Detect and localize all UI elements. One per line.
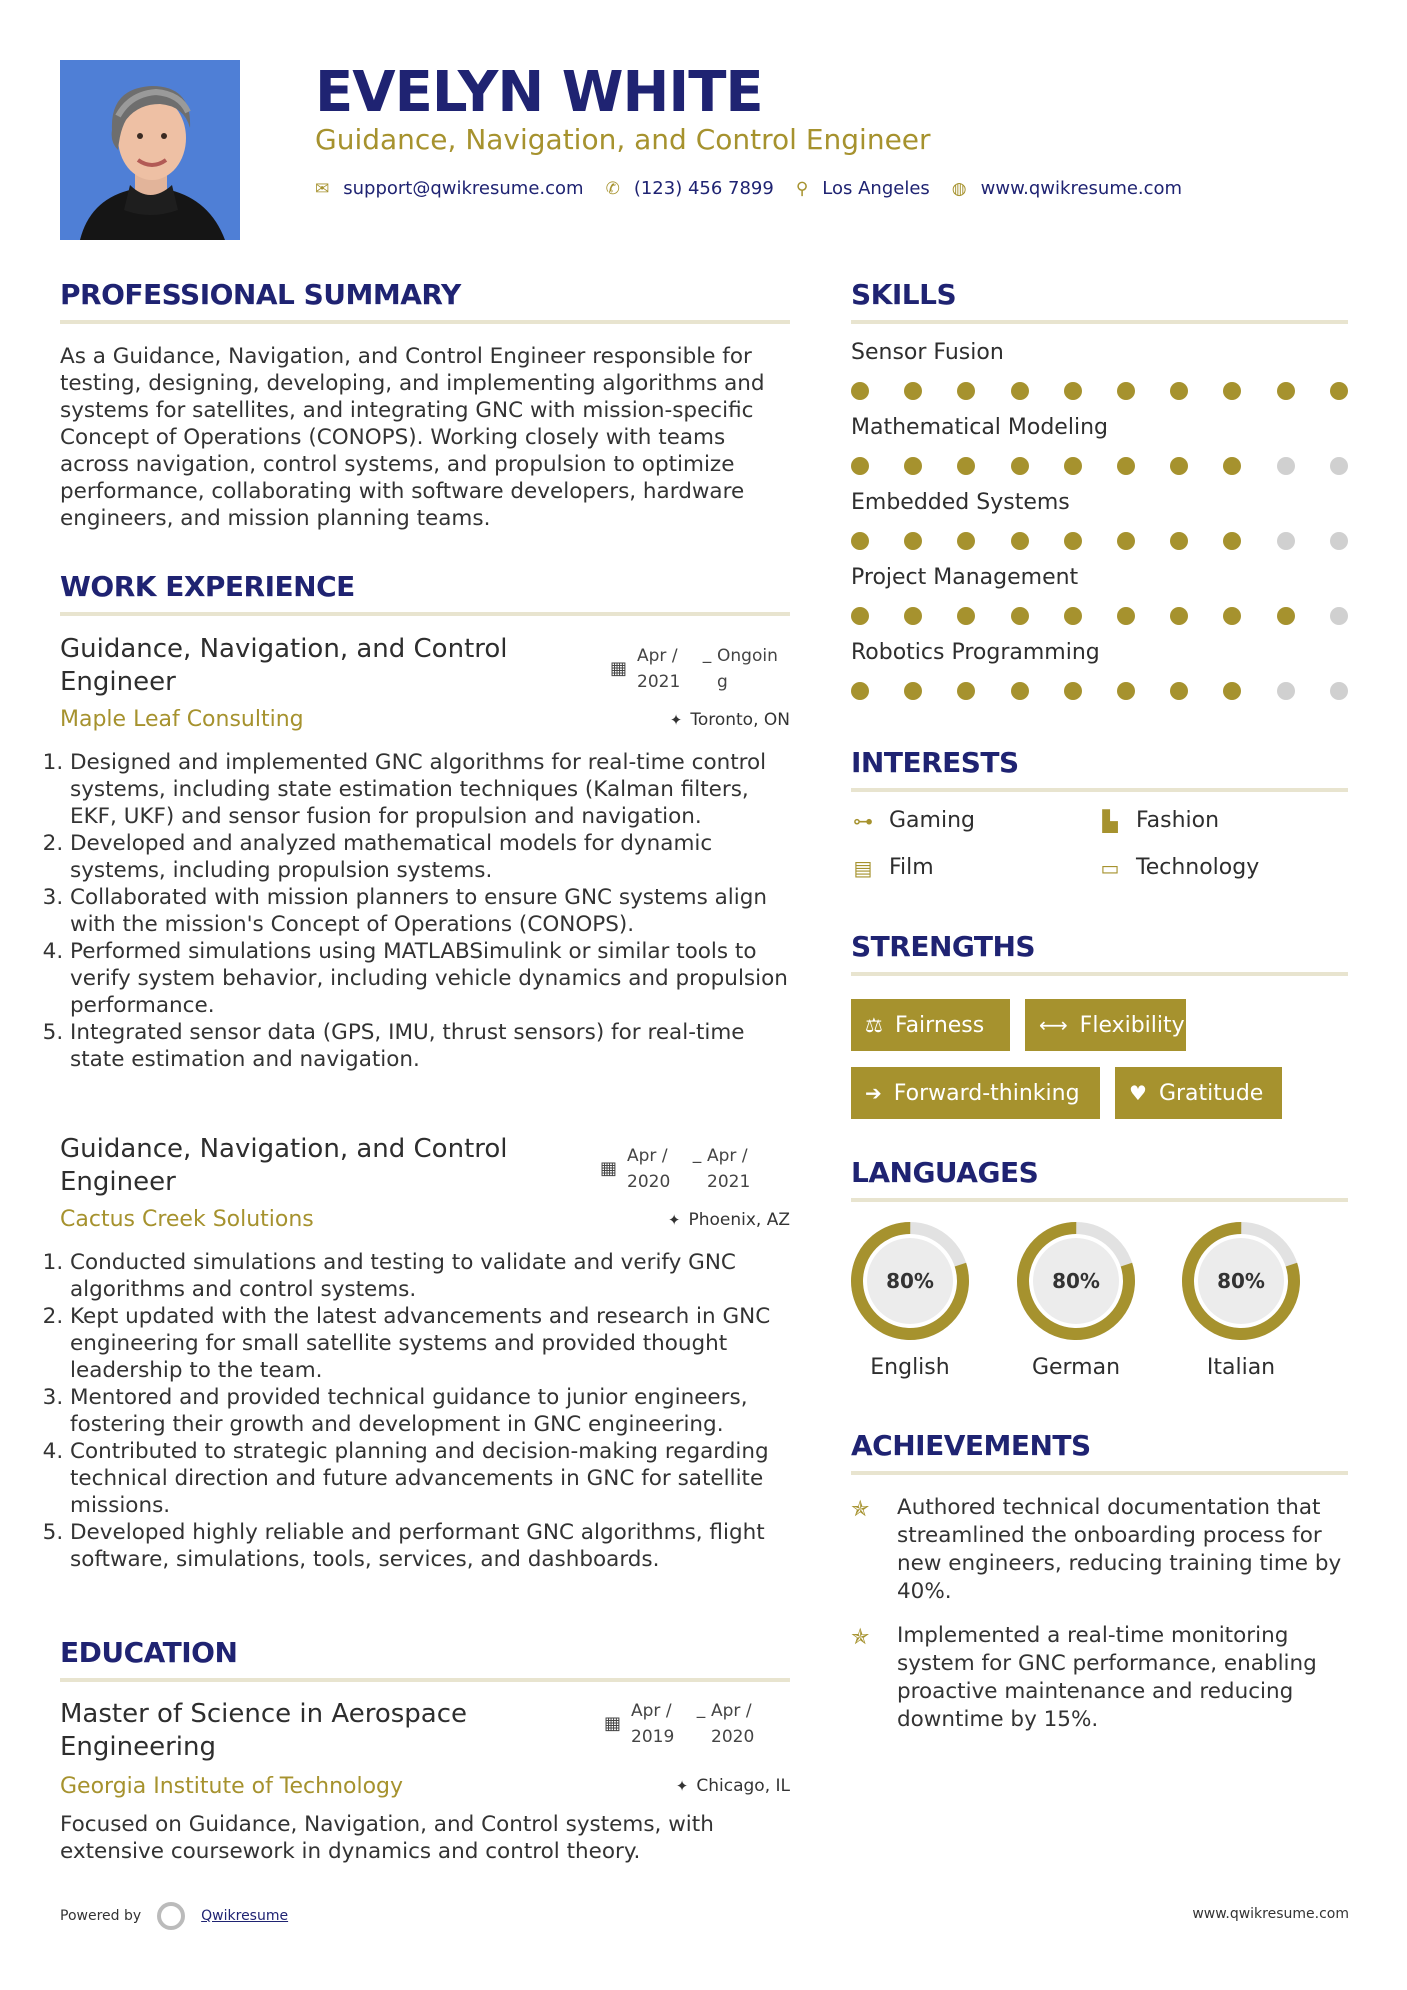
end-date-line1: Apr /	[707, 1146, 748, 1166]
contact-email[interactable]	[315, 178, 584, 199]
interest-item	[851, 808, 975, 833]
location-text: Chicago, IL	[696, 1776, 790, 1796]
job-location	[670, 710, 790, 730]
skill-dot-filled	[904, 457, 922, 475]
achievements-heading: ACHIEVEMENTS	[851, 1429, 1091, 1462]
skill-dot-filled	[851, 607, 869, 625]
skill-label: Sensor Fusion	[851, 340, 1004, 365]
star-badge-icon: ✯	[851, 1497, 870, 1522]
list-item: 3. Collaborated with mission planners to ensure GNC systems align with the mission's Concept of Operations (CONOPS).	[70, 884, 797, 938]
job-dates: ▦ Apr / 2021 _ Ongoin g	[610, 643, 787, 695]
skill-dot-empty	[1330, 457, 1348, 475]
language-name: German	[1031, 1355, 1121, 1380]
list-item: 1. Designed and implemented GNC algorithms for real-time control systems, including state estimation techniques (Kalman filters, EKF, UKF) and sensor fusion for propulsion and navigation.	[70, 749, 797, 830]
heart-icon: ♥	[1129, 1081, 1147, 1105]
interest-label: Film	[889, 855, 934, 880]
skill-dot-filled	[1064, 382, 1082, 400]
skill-dot-filled	[1277, 382, 1295, 400]
pushpin-icon: ✦	[675, 1777, 689, 1795]
footer-powered-by	[60, 1902, 288, 1930]
end-month: Apr /	[711, 1701, 752, 1721]
start-month: Apr /	[631, 1701, 672, 1721]
location-text: Los Angeles	[822, 178, 930, 199]
star-badge-icon: ✯	[851, 1625, 870, 1650]
interests-heading: INTERESTS	[851, 746, 1019, 779]
email-text: support@qwikresume.com	[343, 178, 584, 199]
education-heading: EDUCATION	[60, 1636, 238, 1669]
languages-rule	[851, 1198, 1348, 1202]
strength-label: Gratitude	[1158, 1080, 1264, 1106]
education-description: Focused on Guidance, Navigation, and Control systems, with extensive coursework in dynamics and control theory.	[60, 1812, 714, 1864]
skill-dot-filled	[1064, 682, 1082, 700]
language-gauge-svg	[1015, 1220, 1137, 1342]
calendar-icon: ▦	[600, 1158, 618, 1179]
arrow-right-icon: ➔	[865, 1081, 882, 1105]
list-item: 2. Developed and analyzed mathematical models for dynamic systems, including propulsion systems.	[70, 830, 797, 884]
start-year: 2020	[627, 1172, 671, 1192]
language-gauge-svg	[849, 1220, 971, 1342]
education-location	[676, 1776, 790, 1796]
job-bullets	[52, 749, 797, 1073]
location-text: Toronto, ON	[690, 710, 790, 730]
arrows-horizontal-icon: ⟷	[1039, 1013, 1068, 1037]
list-item: 2. Kept updated with the latest advancements and research in GNC engineering for small satellite systems and provided thought leadership to the team.	[70, 1303, 797, 1384]
end-date-line1: Ongoin	[717, 646, 778, 666]
strength-label: Fairness	[894, 1012, 985, 1038]
skill-dot-filled	[1117, 457, 1135, 475]
company-name: Cactus Creek Solutions	[60, 1207, 314, 1232]
skill-dot-filled	[957, 457, 975, 475]
laptop-icon: ▭	[1100, 855, 1120, 880]
skill-dot-filled	[957, 382, 975, 400]
summary-text: As a Guidance, Navigation, and Control Engineer responsible for testing, designing, developing, and implementing algorithms and systems for satellites, and integrating GNC with mission-specific Concept of Operations (CONOPS). Working closely with teams across navigation, control systems, and propulsion to optimize performance, collaborating with software developers, hardware engineers, and mission planning teams.	[60, 344, 765, 531]
list-item: 4. Performed simulations using MATLABSimulink or similar tools to verify system behavior, including vehicle dynamics and propulsion performance.	[70, 938, 797, 1019]
list-item: 3. Mentored and provided technical guidance to junior engineers, fostering their growth and development in GNC engineering.	[70, 1384, 797, 1438]
skill-dot-filled	[904, 382, 922, 400]
skill-label: Embedded Systems	[851, 490, 1070, 515]
achievement-text: Authored technical documentation that streamlined the onboarding process for new engineers, reducing training time by 40%.	[897, 1495, 1342, 1604]
language-gauge	[849, 1220, 971, 1342]
skill-dot-filled	[1117, 682, 1135, 700]
skill-dot-filled	[1064, 607, 1082, 625]
brand-link[interactable]: Qwikresume	[201, 1908, 289, 1924]
phone-text: (123) 456 7899	[633, 178, 774, 199]
skill-dot-filled	[1223, 682, 1241, 700]
skill-dot-filled	[904, 532, 922, 550]
gamepad-icon: ⊶	[853, 808, 873, 833]
skill-label: Project Management	[851, 565, 1079, 590]
job-title: Guidance, Navigation, and Control Engineer	[60, 1134, 508, 1197]
profile-photo	[60, 60, 240, 240]
contact-bar	[315, 178, 1204, 199]
interest-item	[1098, 808, 1219, 833]
envelope-icon: ✉	[315, 178, 330, 199]
skill-label: Robotics Programming	[851, 640, 1100, 665]
strength-chip	[851, 1067, 1100, 1119]
skill-dot-filled	[1170, 532, 1188, 550]
website-text: www.qwikresume.com	[980, 178, 1183, 199]
contact-website[interactable]	[952, 178, 1182, 199]
qwikresume-logo-icon	[157, 1902, 185, 1930]
pushpin-icon: ✦	[667, 1211, 681, 1229]
skill-dot-filled	[1223, 457, 1241, 475]
gauge-percent-label: 80%	[886, 1269, 934, 1293]
skill-dot-empty	[1330, 532, 1348, 550]
skill-dot-empty	[1277, 532, 1295, 550]
end-date-line2: g	[717, 672, 728, 692]
gauge-percent-label: 80%	[1217, 1269, 1265, 1293]
work-rule	[60, 612, 790, 616]
skill-dot-filled	[1330, 382, 1348, 400]
end-year: 2020	[711, 1727, 755, 1747]
list-item: 1. Conducted simulations and testing to validate and verify GNC algorithms and control systems.	[70, 1249, 797, 1303]
skill-dot-filled	[851, 532, 869, 550]
strength-label: Forward-thinking	[893, 1080, 1080, 1106]
skill-dot-empty	[1330, 607, 1348, 625]
achievement-text: Implemented a real-time monitoring system for GNC performance, enabling proactive maintenance and reducing downtime by 15%.	[897, 1623, 1317, 1732]
skill-dot-filled	[1223, 607, 1241, 625]
skill-dot-filled	[1223, 382, 1241, 400]
list-item: 5. Developed highly reliable and performant GNC algorithms, flight software, simulations, tools, services, and dashboards.	[70, 1519, 797, 1573]
start-month: Apr /	[627, 1146, 668, 1166]
job-title: Guidance, Navigation, and Control Engineer	[60, 634, 508, 697]
skill-dot-filled	[1011, 607, 1029, 625]
skill-dot-filled	[957, 682, 975, 700]
start-month: Apr /	[637, 646, 678, 666]
job-bullets	[52, 1249, 797, 1573]
phone-icon: ✆	[605, 178, 620, 199]
balance-scale-icon: ⚖	[865, 1013, 883, 1037]
strength-chip	[1025, 999, 1186, 1051]
skill-dot-filled	[1170, 382, 1188, 400]
candidate-title: Guidance, Navigation, and Control Engineer	[315, 123, 931, 156]
skill-dot-empty	[1277, 457, 1295, 475]
skill-dot-filled	[957, 607, 975, 625]
map-pin-icon: ⚲	[795, 178, 809, 199]
language-gauge-svg	[1180, 1220, 1302, 1342]
start-year: 2021	[637, 672, 681, 692]
strength-chip	[851, 999, 1010, 1051]
skill-dot-filled	[1117, 532, 1135, 550]
work-heading: WORK EXPERIENCE	[60, 570, 355, 603]
strengths-rule	[851, 972, 1348, 976]
pushpin-icon: ✦	[669, 711, 683, 729]
skills-rule	[851, 320, 1348, 324]
company-name: Maple Leaf Consulting	[60, 707, 304, 732]
interest-item	[1098, 855, 1259, 880]
strength-chip	[1115, 1067, 1282, 1119]
skill-dot-filled	[904, 607, 922, 625]
skill-dot-filled	[1277, 607, 1295, 625]
location-text: Phoenix, AZ	[688, 1210, 790, 1230]
strengths-heading: STRENGTHS	[851, 930, 1036, 963]
skill-dot-empty	[1330, 682, 1348, 700]
skill-dot-filled	[1170, 457, 1188, 475]
strength-label: Flexibility	[1079, 1012, 1185, 1038]
end-date-line2: 2021	[707, 1172, 751, 1192]
skill-dot-filled	[957, 532, 975, 550]
language-name: English	[870, 1355, 950, 1380]
skill-label: Mathematical Modeling	[851, 415, 1108, 440]
powered-by-text: Powered by	[60, 1908, 142, 1924]
languages-heading: LANGUAGES	[851, 1156, 1039, 1189]
summary-rule	[60, 320, 790, 324]
skill-dot-empty	[1277, 682, 1295, 700]
contact-phone[interactable]	[606, 178, 774, 199]
job-dates: ▦ Apr / 2020 _ Apr / 2021	[600, 1143, 777, 1195]
skill-dot-filled	[1170, 682, 1188, 700]
education-dates: ▦ Apr / 2019 _ Apr / 2020	[604, 1698, 781, 1750]
degree-title: Master of Science in Aerospace Engineering	[60, 1699, 468, 1762]
skill-dot-filled	[1064, 457, 1082, 475]
calendar-icon: ▦	[610, 658, 628, 679]
skill-dot-filled	[851, 382, 869, 400]
achievement-item	[851, 1622, 1351, 1734]
film-icon: ▤	[853, 855, 873, 880]
skill-dot-filled	[1011, 682, 1029, 700]
start-year: 2019	[631, 1727, 675, 1747]
language-gauge	[1180, 1220, 1302, 1342]
skill-dot-filled	[1170, 607, 1188, 625]
skill-dot-filled	[1064, 532, 1082, 550]
job-location	[668, 1210, 790, 1230]
skill-dot-filled	[1117, 382, 1135, 400]
gauge-percent-label: 80%	[1052, 1269, 1100, 1293]
shopping-bag-icon: ▙	[1102, 808, 1118, 833]
language-gauge	[1015, 1220, 1137, 1342]
interest-item	[851, 855, 934, 880]
globe-icon: ◍	[951, 178, 967, 199]
skill-dot-filled	[1011, 532, 1029, 550]
skill-dot-filled	[1117, 607, 1135, 625]
footer-website[interactable]: www.qwikresume.com	[1192, 1906, 1349, 1922]
interest-label: Technology	[1136, 855, 1260, 880]
interest-label: Fashion	[1136, 808, 1220, 833]
skill-dot-filled	[851, 457, 869, 475]
interest-label: Gaming	[889, 808, 975, 833]
summary-heading: PROFESSIONAL SUMMARY	[60, 278, 461, 311]
language-name: Italian	[1206, 1355, 1276, 1380]
skill-dot-filled	[904, 682, 922, 700]
skill-dot-filled	[1011, 457, 1029, 475]
achievement-item	[851, 1494, 1351, 1606]
skill-dot-filled	[851, 682, 869, 700]
list-item: 5. Integrated sensor data (GPS, IMU, thrust sensors) for real-time state estimation and navigation.	[70, 1019, 797, 1073]
school-name: Georgia Institute of Technology	[60, 1774, 404, 1799]
contact-location	[796, 178, 930, 199]
interests-rule	[851, 788, 1348, 792]
list-item: 4. Contributed to strategic planning and decision-making regarding technical direction and future advancements in GNC for satellite missions.	[70, 1438, 797, 1519]
achievements-rule	[851, 1471, 1348, 1475]
candidate-name: EVELYN WHITE	[315, 60, 763, 125]
skill-dot-filled	[1223, 532, 1241, 550]
calendar-icon: ▦	[604, 1713, 622, 1734]
skill-dot-filled	[1011, 382, 1029, 400]
skills-heading: SKILLS	[851, 278, 957, 311]
education-rule	[60, 1678, 790, 1682]
